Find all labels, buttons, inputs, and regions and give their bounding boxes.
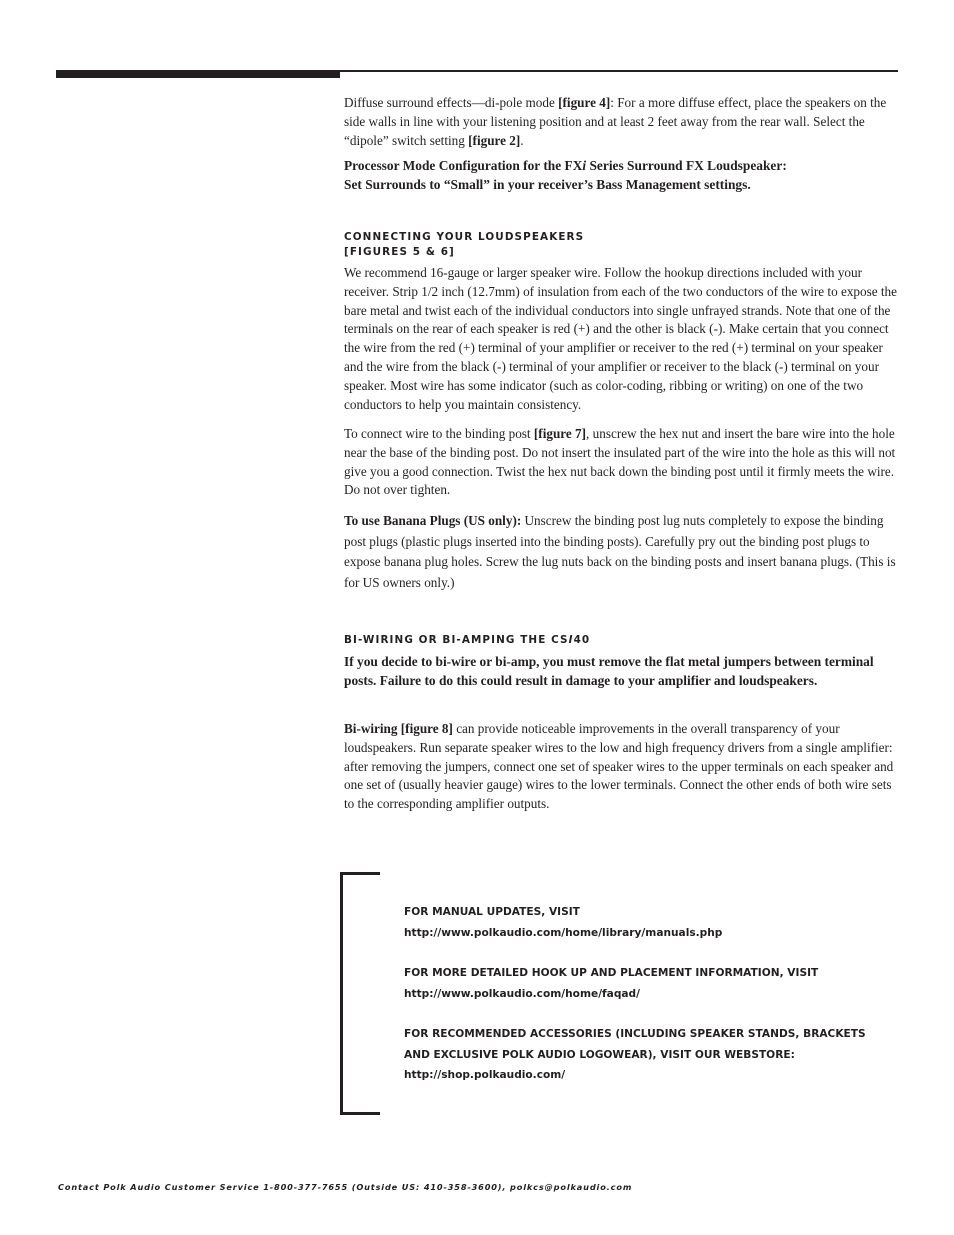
biwiring-warning-text: If you decide to bi-wire or bi-amp, you must remove the flat metal jumpers between terminal posts. Failure to do this could result in damage to your amplifier and loudspeakers. (344, 654, 874, 688)
processor-mode-note (344, 157, 900, 194)
accessories-label-line-2: AND EXCLUSIVE POLK AUDIO LOGOWEAR), VISIT OUR WEBSTORE: (404, 1048, 795, 1061)
diffuse-text-end: . (520, 132, 524, 148)
banana-plugs-label: To use Banana Plugs (US only): (344, 513, 522, 528)
banana-plugs-paragraph: To use Banana Plugs (US only): Unscrew the binding post lug nuts completely to expose the binding post plugs (plastic plugs inserted into the binding posts). Carefully pry out the binding post plugs to expose banana plug holes. Screw the lug nuts back on the binding posts and insert banana plugs. (This is for US owners only.) (344, 513, 896, 590)
connecting-paragraph-2-wrap (344, 425, 900, 500)
diffuse-surround-section (344, 94, 900, 150)
biwiring-warning (344, 653, 900, 690)
connecting-paragraph-2: To connect wire to the binding post [figure 7], unscrew the hex nut and insert the bare wire into the hole near the base of the binding post. Do not insert the insulated part of the wire into the hole as this will not give you a good connection. Twist the hex nut back down the binding post until it firmly meets the wire. Do not over tighten. (344, 426, 896, 498)
header-rule-thin (340, 70, 898, 72)
hookup-info-label: FOR MORE DETAILED HOOK UP AND PLACEMENT INFORMATION, VISIT (404, 967, 819, 979)
manual-updates-link[interactable]: http://www.polkaudio.com/home/library/manuals.php (404, 926, 723, 939)
connecting-paragraph-1: We recommend 16-gauge or larger speaker wire. Follow the hookup directions included with your receiver. Strip 1/2 inch (12.7mm) of insulation from each of the two conductors of the wire to expose the bare metal and twist each of the individual conductors into single unfrayed strands. Note that one of the terminals on the rear of each speaker is red (+) and the other is black (-). Make certain that you connect the wire from the red (+) terminal of your amplifier or receiver to the red (+) terminal on your speaker and the wire from the black (-) terminal of your amplifier or receiver to the black (-) terminal on your speaker. Most wire has some indicator (such as color-coding, ribbing or writing) on one of the two conductors to help you maintain consistency. (344, 265, 897, 412)
biwiring-paragraph-wrap (344, 720, 900, 814)
info-box (404, 902, 894, 1086)
connecting-paragraph-1-wrap (344, 264, 900, 414)
figure-4-reference: [figure 4] (558, 95, 611, 110)
footer-contact: Contact Polk Audio Customer Service 1-800-377-7655 (Outside US: 410-358-3600), polkcs@polkaudio.com (58, 1182, 633, 1192)
diffuse-text: Diffuse surround effects—di-pole mode (344, 95, 559, 110)
processor-mode-line-1: Processor Mode Configuration for the FXi Series Surround FX Loudspeaker: (344, 158, 787, 173)
figure-8-reference: Bi-wiring [figure 8] (344, 721, 453, 736)
figure-2-reference: [figure 2] (468, 132, 521, 148)
connecting-heading (344, 230, 900, 260)
processor-mode-line-2: Set Surrounds to “Small” in your receiver’s Bass Management settings. (344, 176, 751, 192)
biwiring-heading: BI-WIRING OR BI-AMPING THE CSI40 (344, 634, 591, 646)
hookup-info-link[interactable]: http://www.polkaudio.com/home/faqad/ (404, 987, 641, 1000)
biwiring-paragraph: Bi-wiring [figure 8] can provide noticeable improvements in the overall transparency of your loudspeakers. Run separate speaker wires to the low and high frequency drivers from a single amplifier: after removing the jumpers, connect one set of speaker wires to the upper terminals on each speaker and one set of (usually heavier gauge) wires to the lower terminals. Connect the other ends of both wire sets to the corresponding amplifier outputs. (344, 721, 894, 812)
header-rule-thick (56, 70, 340, 78)
banana-plugs-wrap (344, 511, 900, 593)
diffuse-text-2: : For a more diffuse effect, place the speakers on the side walls in line with your listening position and at least 2 feet away from the rear wall. Select the “dipole” switch setting (344, 95, 887, 148)
accessories-label-line-1: FOR RECOMMENDED ACCESSORIES (INCLUDING SPEAKER STANDS, BRACKETS (404, 1028, 866, 1040)
manual-updates-label: FOR MANUAL UPDATES, VISIT (404, 906, 580, 918)
connecting-heading-line-1: CONNECTING YOUR LOUDSPEAKERS (344, 231, 585, 243)
webstore-link[interactable]: http://shop.polkaudio.com/ (404, 1069, 566, 1081)
diffuse-surround-paragraph (344, 94, 900, 150)
connecting-heading-line-2: [FIGURES 5 & 6] (344, 246, 455, 258)
info-box-bracket (340, 872, 380, 1115)
figure-7-reference: [figure 7] (533, 426, 587, 441)
